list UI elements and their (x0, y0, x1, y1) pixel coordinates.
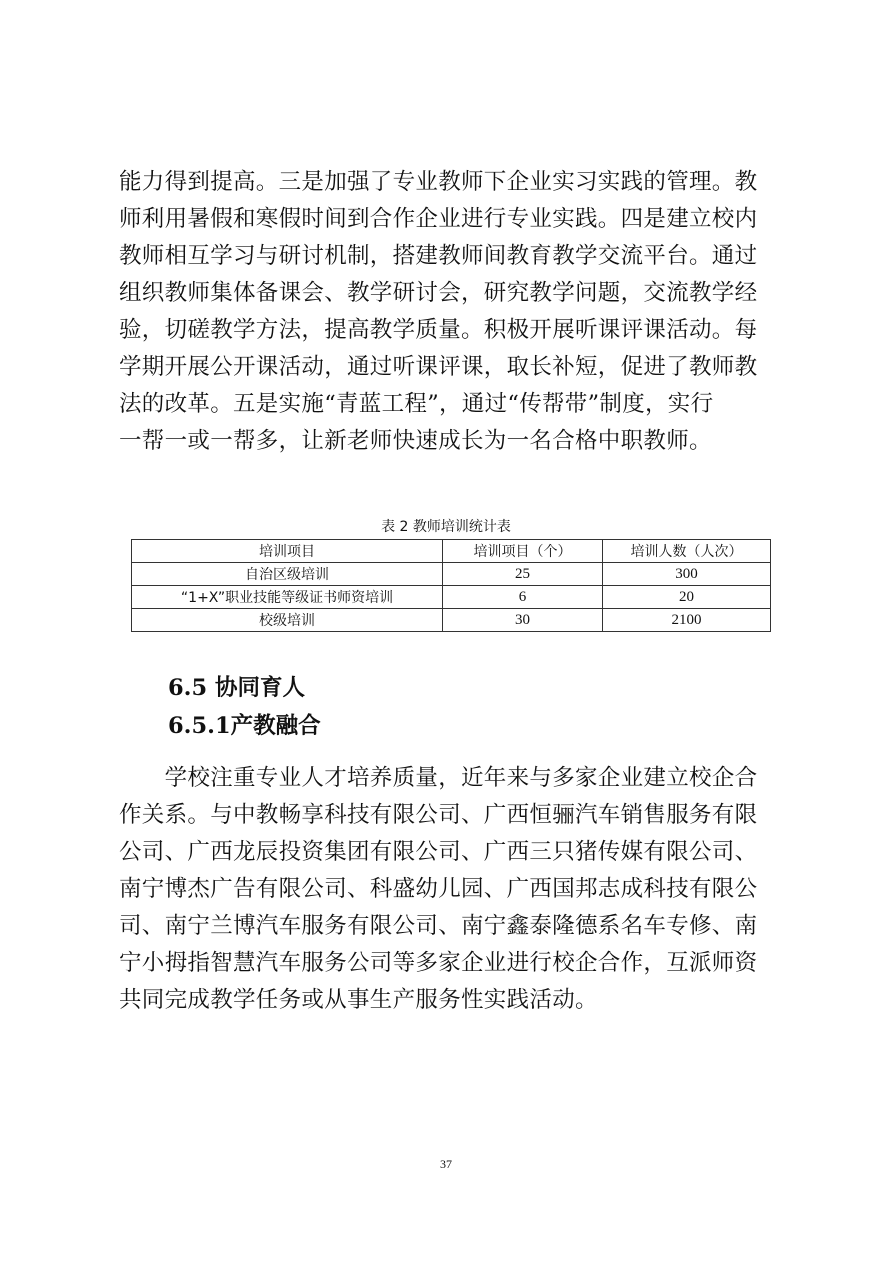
teacher-training-table (131, 539, 771, 632)
column-header: 培训项目 (132, 540, 443, 563)
body-paragraph-2 (119, 760, 781, 1019)
section-heading: 6.5 协同育人 (168, 675, 305, 701)
text-line: 学校注重专业人才培养质量，近年来与多家企业建立校企合 (119, 765, 758, 791)
table-cell: 25 (443, 563, 603, 586)
table-header-row (132, 540, 771, 563)
text-line: 组织教师集体备课会、教学研讨会，研究教学问题，交流教学经 (119, 280, 758, 306)
table-cell: 自治区级培训 (132, 563, 443, 586)
table-row (132, 586, 771, 609)
body-paragraph-1 (119, 164, 781, 460)
text-line: 师利用暑假和寒假时间到合作企业进行专业实践。四是建立校内 (119, 206, 758, 232)
table-cell: 2100 (603, 609, 771, 632)
text-line: 学期开展公开课活动，通过听课评课，取长补短，促进了教师教 (119, 354, 758, 380)
table-cell: 30 (443, 609, 603, 632)
table-cell: 20 (603, 586, 771, 609)
table-cell: “1+X”职业技能等级证书师资培训 (132, 586, 443, 609)
page-number: 37 (440, 1157, 452, 1171)
text-line: 司、南宁兰博汽车服务有限公司、南宁鑫泰隆德系名车专修、南 (119, 913, 758, 939)
table-cell: 300 (603, 563, 771, 586)
text-line: 南宁博杰广告有限公司、科盛幼儿园、广西国邦志成科技有限公 (119, 876, 758, 902)
column-header: 培训项目（个） (443, 540, 603, 563)
text-line: 宁小拇指智慧汽车服务公司等多家企业进行校企合作，互派师资 (119, 950, 758, 976)
text-line: 共同完成教学任务或从事生产服务性实践活动。 (119, 987, 598, 1013)
text-line: 法的改革。五是实施“青蓝工程”，通过“传帮带”制度，实行 (119, 391, 714, 417)
text-line: 公司、广西龙辰投资集团有限公司、广西三只猪传媒有限公司、 (119, 839, 758, 865)
table-row (132, 563, 771, 586)
text-line: 教师相互学习与研讨机制，搭建教师间教育教学交流平台。通过 (119, 243, 758, 269)
text-line: 验，切磋教学方法，提高教学质量。积极开展听课评课活动。每 (119, 317, 758, 343)
table-cell: 校级培训 (132, 609, 443, 632)
text-line: 能力得到提高。三是加强了专业教师下企业实习实践的管理。教 (119, 169, 758, 195)
table-row (132, 609, 771, 632)
column-header: 培训人数（人次） (603, 540, 771, 563)
subsection-heading: 6.5.1产教融合 (168, 713, 321, 739)
table-caption: 表 2 教师培训统计表 (381, 519, 511, 535)
table-cell: 6 (443, 586, 603, 609)
text-line: 一帮一或一帮多，让新老师快速成长为一名合格中职教师。 (119, 428, 712, 454)
text-line: 作关系。与中教畅享科技有限公司、广西恒骊汽车销售服务有限 (119, 802, 758, 828)
